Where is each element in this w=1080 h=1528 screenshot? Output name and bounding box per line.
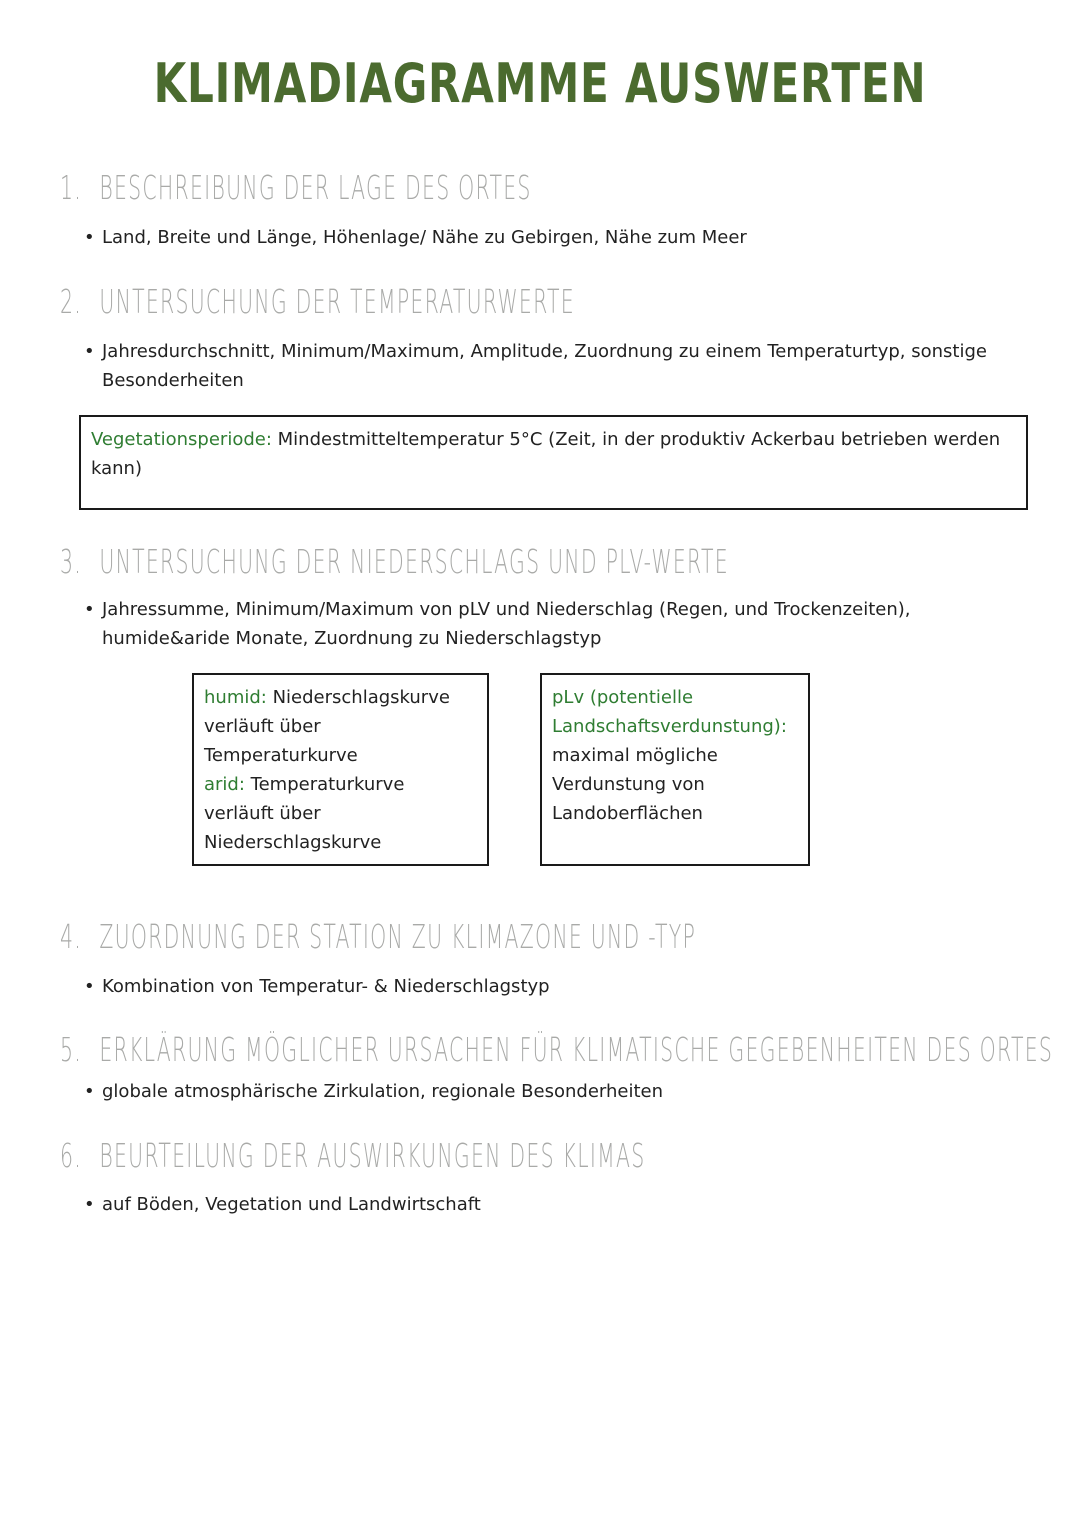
- arid-term: arid:: [204, 774, 245, 795]
- section-number: 3.: [60, 542, 83, 581]
- section-title: UNTERSUCHUNG DER NIEDERSCHLAGS UND PLV-WERTE: [99, 542, 729, 581]
- section-heading-2: [60, 282, 575, 321]
- section-heading-6: [60, 1136, 645, 1175]
- bullet-item-5: [84, 1077, 1024, 1106]
- plv-definition: maximal mögliche Verdunstung von Landoberflächen: [552, 745, 718, 824]
- bullet-text: Jahresdurchschnitt, Minimum/Maximum, Amplitude, Zuordnung zu einem Temperaturtyp, sonstige Besonderheiten: [102, 341, 987, 391]
- section-number: 6.: [60, 1136, 83, 1175]
- bullet-text: globale atmosphärische Zirkulation, regionale Besonderheiten: [102, 1081, 663, 1102]
- definition-term: Vegetationsperiode:: [91, 429, 272, 450]
- plv-box: [540, 673, 810, 866]
- page-title: KLIMADIAGRAMME AUSWERTEN: [153, 52, 927, 115]
- bullet-text: Kombination von Temperatur- & Niederschlagstyp: [102, 976, 550, 997]
- bullet-item-1: [84, 223, 1024, 252]
- humid-definition: Niederschlagskurve verläuft über Temperaturkurve: [204, 687, 450, 766]
- humid-arid-box: [192, 673, 489, 866]
- plv-term: pLv (potentielle Landschaftsverdunstung):: [552, 687, 787, 737]
- vegetation-period-box: [79, 415, 1028, 510]
- bullet-text: Jahressumme, Minimum/Maximum von pLV und Niederschlag (Regen, und Trockenzeiten), humide&aride Monate, Zuordnung zu Niederschlagstyp: [102, 599, 911, 649]
- section-title: ZUORDNUNG DER STATION ZU KLIMAZONE UND -TYP: [99, 917, 697, 956]
- bullet-item-4: [84, 972, 1024, 1001]
- section-heading-3: [60, 542, 729, 581]
- bullet-dot: •: [84, 341, 95, 362]
- bullet-text: auf Böden, Vegetation und Landwirtschaft: [102, 1194, 481, 1215]
- section-heading-5: [60, 1030, 1053, 1069]
- section-heading-1: [60, 168, 532, 207]
- bullet-item-6: [84, 1190, 1024, 1219]
- bullet-dot: •: [84, 1194, 95, 1215]
- bullet-dot: •: [84, 599, 95, 620]
- section-title: ERKLÄRUNG MÖGLICHER URSACHEN FÜR KLIMATISCHE GEGEBENHEITEN DES ORTES: [99, 1030, 1054, 1069]
- section-title: BEURTEILUNG DER AUSWIRKUNGEN DES KLIMAS: [99, 1136, 646, 1175]
- section-number: 2.: [60, 282, 83, 321]
- bullet-item-2: [84, 337, 1024, 395]
- bullet-dot: •: [84, 227, 95, 248]
- bullet-dot: •: [84, 1081, 95, 1102]
- section-title: UNTERSUCHUNG DER TEMPERATURWERTE: [99, 282, 575, 321]
- bullet-dot: •: [84, 976, 95, 997]
- section-title: BESCHREIBUNG DER LAGE DES ORTES: [99, 168, 532, 207]
- humid-term: humid:: [204, 687, 267, 708]
- arid-definition: Temperaturkurve verläuft über Niederschlagskurve: [204, 774, 405, 853]
- section-number: 1.: [60, 168, 83, 207]
- section-heading-4: [60, 917, 696, 956]
- definition-text: Mindestmitteltemperatur 5°C (Zeit, in der produktiv Ackerbau betrieben werden kann): [91, 429, 1001, 479]
- section-number: 5.: [60, 1030, 83, 1069]
- bullet-text: Land, Breite und Länge, Höhenlage/ Nähe zu Gebirgen, Nähe zum Meer: [102, 227, 747, 248]
- bullet-item-3: [84, 595, 1024, 653]
- section-number: 4.: [60, 917, 83, 956]
